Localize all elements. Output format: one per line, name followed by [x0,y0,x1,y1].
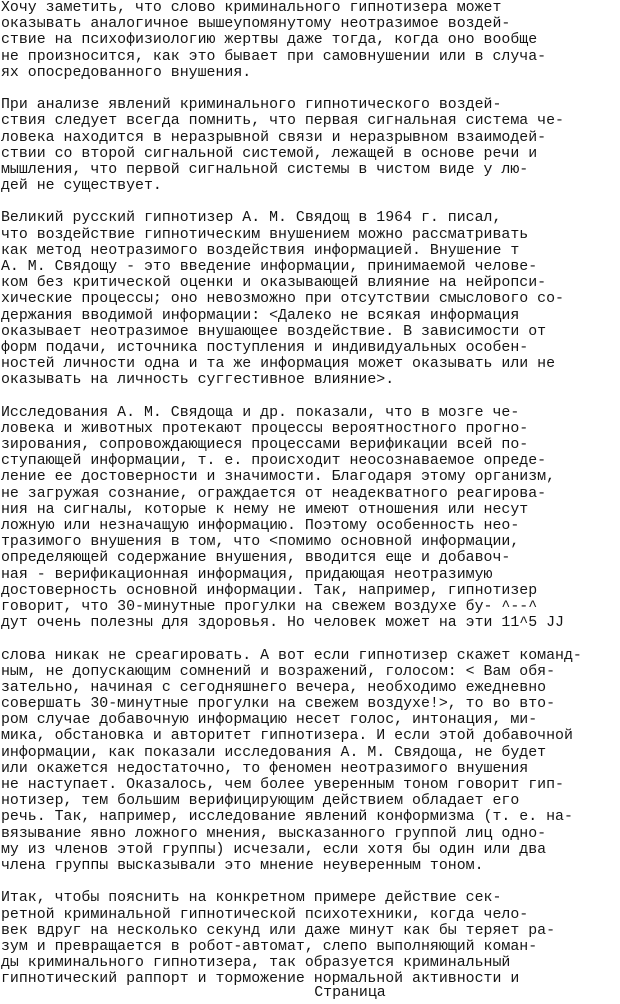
text-line: не загружая сознание, ограждается от неадекватного реагирова- [1,485,547,502]
text-line: век вдруг на несколько секунд или даже минут как бы теряет ра- [1,922,556,939]
text-line: оказывать на личность суггестивное влияние>. [1,372,395,389]
text-line: или окажется недостаточно, то феномен неотразимого внушения [1,760,529,777]
paragraph-gap [1,874,619,890]
text-line: дей не существует. [1,178,162,195]
text-line: совершать 30-минутные прогулки на свежем воздухе!>, то во вто- [1,696,556,713]
paragraph [1,648,619,875]
paragraph [1,97,619,194]
text-line: говорит, что 30-минутные прогулки на свежем воздухе бу- ^--^ [1,598,538,615]
text-line: Итак, чтобы пояснить на конкретном примере действие сек- [1,890,502,907]
text-line: не наступает. Оказалось, чем более уверенным тоном говорит гип- [1,777,564,793]
text-line: ствие на психофизиологию жертвы даже тогда, когда оно вообще [1,32,538,49]
text-line: как метод неотразимого воздействия информацией. Внушение т [1,242,520,259]
text-line: ная - верификационная информация, придающая неотразимую [1,566,493,583]
text-line: зательно, начиная с сегодняшнего вечера, необходимо ежедневно [1,679,547,696]
text-line: нотизер, тем большим верифицирующим действием обладает его [1,793,520,810]
paragraph-gap [1,631,619,647]
text-line: При анализе явлений криминального гипнотического воздей- [1,97,502,114]
text-line: Великий русский гипнотизер А. М. Свядощ в 1964 г. писал, [1,210,502,227]
text-line: ложную или незначащую информацию. Поэтому особенность нео- [1,518,520,534]
text-line: что воздействие гипнотическим внушением можно рассматривать [1,226,529,243]
text-line: мика, обстановка и авторитет гипнотизера. И если этой добавочной [1,728,573,745]
text-line: дут очень полезны для здоровья. Но человек может на эти 11^5 JJ [1,615,564,632]
text-line: гипнотический раппорт и торможение нормальной активности и [1,971,520,988]
document-body [1,0,619,987]
paragraph-gap [1,194,619,210]
paragraph-gap [1,389,619,405]
text-line: не произносится, как это бывает при самовнушении или в случа- [1,48,547,65]
paragraph [1,210,619,388]
text-line: ствии со второй сигнальной системой, лежащей в основе речи и [1,145,538,162]
text-line: ды криминального гипнотизера, так образуется криминальный [1,955,511,972]
text-line: тразимого внушения в том, что <помимо основной информации, [1,534,520,551]
text-line: оказывает неотразимое внушающее воздействие. В зависимости от [1,323,547,340]
text-line: ным, не допускающим сомнений и возражений, голосом: < Вам обя- [1,663,556,680]
paragraph [1,0,619,81]
text-line: члена группы высказывали это мнение неуверенным тоном. [1,857,484,874]
text-line: хические процессы; оно невозможно при отсутствии смыслового со- [1,291,564,308]
text-line: зирования, сопровождающиеся процессами верификации всей по- [1,437,529,454]
paragraph [1,890,619,987]
text-line: ловека находится в неразрывной связи и неразрывном взаимодей- [1,129,547,146]
text-line: зум и превращается в робот-автомат, слепо выполняющий коман- [1,938,538,955]
text-line: му из членов этой группы) исчезали, если хотя бы один или два [1,841,547,858]
text-line: Хочу заметить, что слово криминального гипнотизера может [1,0,502,16]
text-line: держания вводимой информации: <Далеко не всякая информация [1,307,520,324]
text-line: ловека и животных протекают процессы вероятностного прогно- [1,420,529,437]
text-line: ретной криминальной гипнотической психотехники, когда чело- [1,906,529,923]
text-line: ступающей информации, т. е. происходит неосознаваемое опреде- [1,453,547,470]
text-line: форм подачи, источника поступления и индивидуальных особен- [1,339,529,356]
text-line: ление ее достоверности и значимости. Благодаря этому организм, [1,469,556,486]
text-line: речь. Так, например, исследование явлений конформизма (т. е. на- [1,809,573,826]
text-line: слова никак не среагировать. А вот если гипнотизер скажет команд- [1,647,582,664]
text-line: ния на сигналы, которые к нему не имеют отношения или несут [1,501,529,518]
text-line: оказывать аналогичное вышеупомянутому неотразимое воздей- [1,16,511,33]
text-line: А. М. Свядощу - это введение информации, принимаемой челове- [1,259,538,275]
text-line: ях опосредованного внушения. [1,64,252,81]
text-line: вязывание явно ложного мнения, высказанного группой лиц одно- [1,825,547,842]
text-line: ствия следует всегда помнить, что первая сигнальная система че- [1,113,564,130]
text-line: информации, как показали исследования А. М. Свядоща, не будет [1,744,547,761]
page-footer-label: Страница [314,985,386,1001]
text-line: ком без критической оценки и оказывающей влияние на нейропси- [1,275,547,292]
text-line: мышления, что первой сигнальной системы в чистом виде у лю- [1,161,529,178]
text-line: достоверность основной информации. Так, например, гипнотизер [1,582,538,599]
text-line: Исследования А. М. Свядоща и др. показали, что в мозге че- [1,404,520,421]
text-line: ностей личности одна и та же информация может оказывать или не [1,356,556,373]
text-line: ром случае добавочную информацию несет голос, интонация, ми- [1,712,538,729]
text-line: определяющей содержание внушения, вводится еще и добавоч- [1,550,511,567]
paragraph [1,405,619,632]
paragraph-gap [1,81,619,97]
